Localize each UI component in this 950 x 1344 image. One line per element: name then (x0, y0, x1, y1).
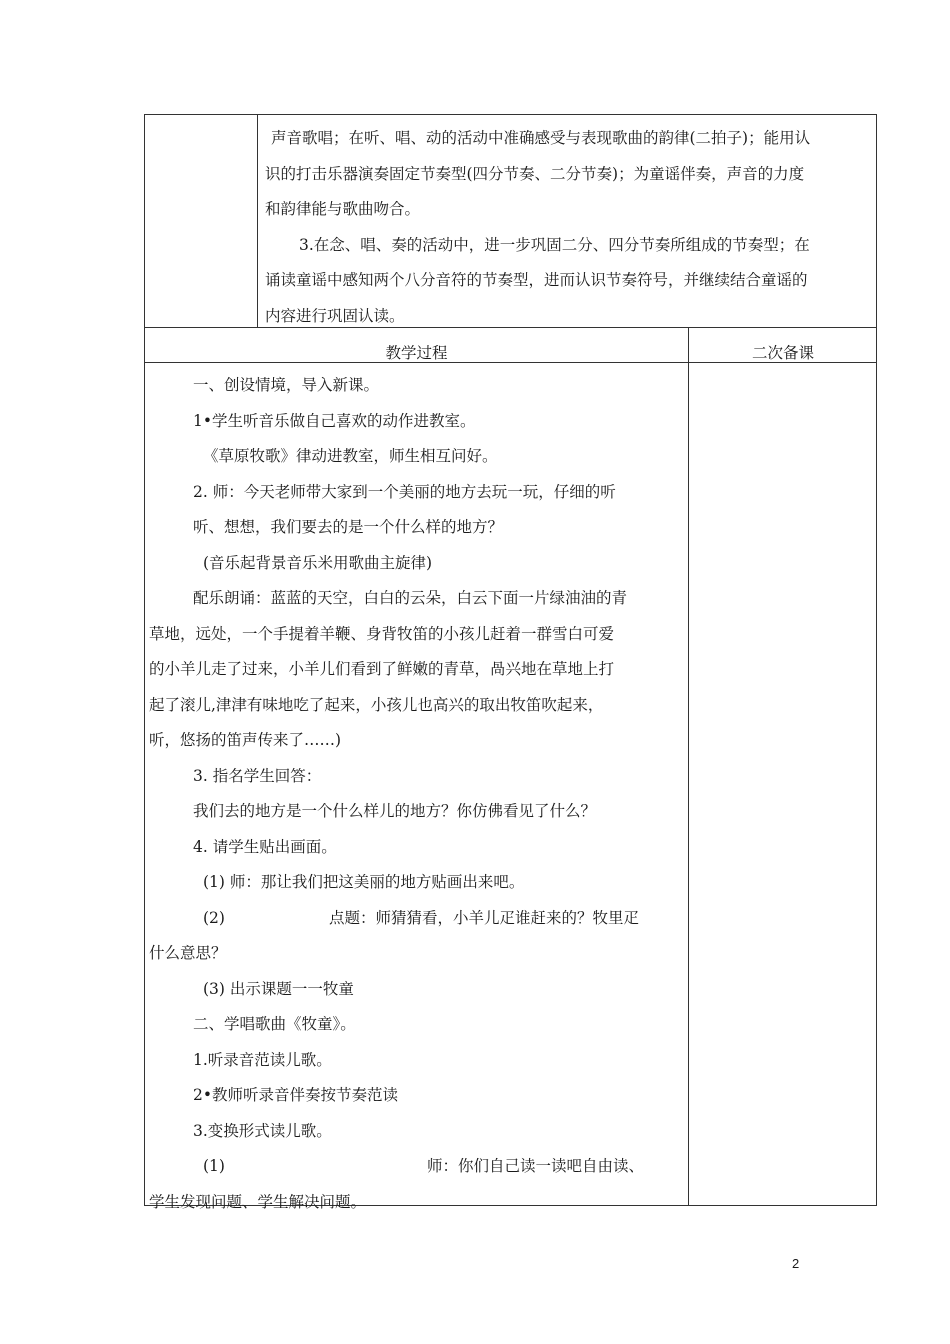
table-header-row (145, 328, 876, 363)
process-line: 的小羊儿走了过来，小羊儿们看到了鲜嫩的青草，咼兴地在草地上打 (149, 660, 615, 678)
process-line-number: (2) (203, 908, 225, 927)
process-line: 配乐朗诵：蓝蓝的天空，白白的云朵，白云下面一片绿油油的青 (193, 589, 628, 607)
header-second-prep: 二次备课 (751, 344, 814, 362)
objective-line: 3.在念、唱、奏的活动中，进一步巩固二分、四分节奏所组成的节奏型；在 (299, 235, 810, 254)
process-line: 我们去的地方是一个什么样儿的地方？你仿佛看见了什么？ (193, 802, 597, 820)
process-line: 学生发现问题、学生解决问题。 (149, 1192, 367, 1211)
process-line: (1) 师：那让我们把这美丽的地方贴画出来吧。 (203, 873, 525, 891)
process-line-number: (1) (203, 1157, 225, 1175)
process-line: 什么意思？ (149, 944, 227, 962)
teaching-process-table (144, 327, 877, 1211)
objective-line: 和韵律能与歌曲吻合。 (265, 200, 421, 218)
objective-line: 内容进行巩固认读。 (265, 306, 405, 325)
process-line: 1•学生听音乐做自己喜欢的动作进教室。 (193, 411, 476, 430)
process-line: (3) 出示课题一一牧童 (203, 979, 354, 998)
process-line: 3.变换形式读儿歌。 (193, 1121, 332, 1140)
process-line: 1.听录音范读儿歌。 (193, 1050, 332, 1069)
objectives-text (265, 121, 871, 334)
process-line: 听、想想，我们要去的是一个什么样的地方？ (193, 518, 504, 536)
process-line: (音乐起背景音乐米用歌曲主旋律) (203, 553, 433, 572)
objective-line: 声音歌唱；在听、唱、动的活动中准确感受与表现歌曲的韵律(二拍子)；能用认 (271, 129, 811, 147)
process-line: 一、创设情境，导入新课。 (193, 376, 380, 394)
process-line: 《草原牧歌》律动进教室，师生相互问好。 (203, 447, 498, 465)
header-teaching-process: 教学过程 (385, 344, 448, 362)
process-line (149, 901, 679, 937)
process-line-text: 点题：师猜猜看，小羊儿疋谁赶来的？牧里疋 (328, 908, 639, 927)
process-line: 二、学唱歌曲《牧童》。 (193, 1015, 356, 1033)
process-line: 2. 师：今天老师带大家到一个美丽的地方去玩一玩，仔细的听 (193, 482, 616, 501)
process-line (149, 1149, 679, 1185)
column-divider (688, 328, 689, 1205)
process-line-text: 师：你们自己读一读吧自由读、 (426, 1157, 644, 1175)
process-line: 2•教师听录音伴奏按节奏范读 (193, 1086, 399, 1104)
process-line: 4. 请学生贴出画面。 (193, 837, 337, 856)
objectives-label-cell (145, 115, 258, 327)
objectives-table (144, 114, 877, 328)
page-number: 2 (792, 1256, 800, 1271)
process-line: 听，悠扬的笛声传来了……) (149, 731, 342, 749)
process-line: 草地，远处，一个手提着羊鞭、身背牧笛的小孩儿赶着一群雪白可爱 (149, 624, 615, 643)
objective-line: 诵读童谣中感知两个八分音符的节奏型，进而认识节奏符号，并继续结合童谣的 (265, 271, 808, 289)
objective-line: 识的打击乐器演奏固定节奏型(四分节奏、二分节奏)；为童谣伴奏，声音的力度 (265, 164, 805, 183)
teaching-process-content (149, 368, 679, 1220)
process-line: 起了滚儿,津津有味地吃了起来，小孩儿也高兴的取出牧笛吹起来， (149, 695, 604, 714)
process-line: 3. 指名学生回答： (193, 766, 322, 785)
